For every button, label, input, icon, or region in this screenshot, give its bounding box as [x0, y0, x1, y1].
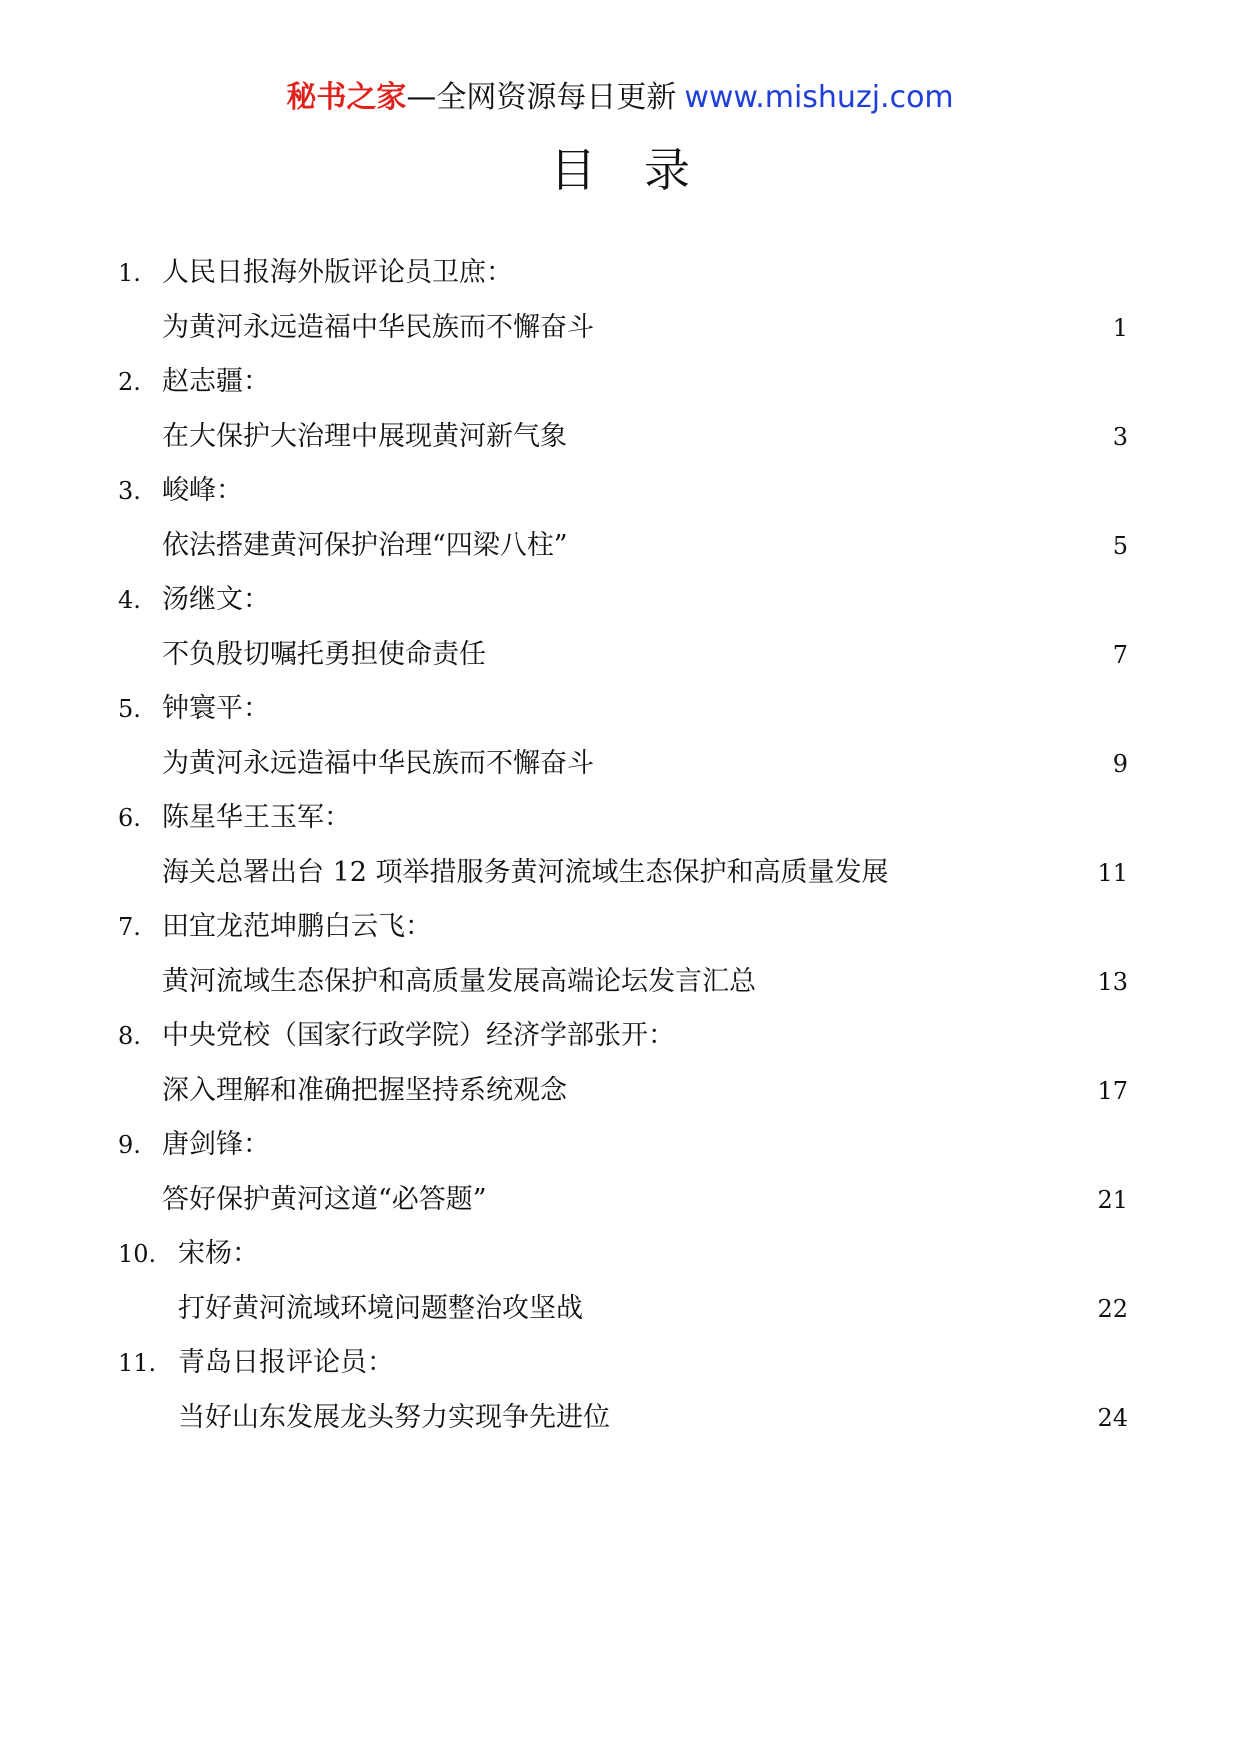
entry-number: 6.: [118, 804, 141, 832]
entry-article-title: 当好山东发展龙头努力实现争先进位: [178, 1401, 610, 1433]
entry-author: 人民日报海外版评论员卫庶：: [162, 257, 513, 288]
toc-entry[interactable]: [118, 464, 1128, 573]
toc-entry[interactable]: [118, 355, 1128, 464]
toc-entry[interactable]: [118, 246, 1128, 355]
toc-entry[interactable]: [118, 900, 1128, 1009]
title-char-2: 录: [644, 143, 690, 197]
entry-page-number: 7: [1112, 640, 1128, 669]
table-of-contents: [118, 246, 1128, 1445]
entry-number: 11.: [118, 1349, 157, 1377]
entry-author: 赵志疆：: [162, 366, 270, 397]
entry-article-title: 答好保护黄河这道“必答题”: [162, 1183, 487, 1215]
title-char-1: 目: [550, 143, 596, 197]
entry-number: 10.: [118, 1240, 157, 1268]
toc-entry[interactable]: [118, 1118, 1128, 1227]
entry-article-title: 在大保护大治理中展现黄河新气象: [162, 420, 567, 452]
entry-number: 2.: [118, 368, 141, 396]
entry-author: 钟寰平：: [162, 693, 270, 724]
entry-article-title: 黄河流域生态保护和高质量发展高端论坛发言汇总: [162, 965, 756, 997]
entry-author: 唐剑锋：: [162, 1129, 270, 1160]
entry-author: 陈星华王玉军：: [162, 802, 351, 833]
entry-page-number: 3: [1112, 422, 1128, 451]
entry-article-title: 为黄河永远造福中华民族而不懈奋斗: [162, 311, 594, 343]
entry-page-number: 1: [1112, 313, 1128, 342]
entry-number: 5.: [118, 695, 141, 723]
toc-entry[interactable]: [118, 1009, 1128, 1118]
entry-number: 7.: [118, 913, 141, 941]
entry-author: 中央党校（国家行政学院）经济学部张开：: [162, 1020, 675, 1051]
entry-article-title: 海关总署出台 12 项举措服务黄河流域生态保护和高质量发展: [162, 856, 889, 888]
entry-number: 9.: [118, 1131, 141, 1159]
entry-page-number: 9: [1112, 749, 1128, 778]
entry-article-title: 依法搭建黄河保护治理“四梁八柱”: [162, 529, 568, 561]
entry-page-number: 11: [1097, 858, 1128, 887]
toc-entry[interactable]: [118, 573, 1128, 682]
entry-page-number: 21: [1097, 1185, 1128, 1214]
entry-author: 峻峰：: [162, 475, 243, 506]
brand-name: 秘书之家: [286, 80, 407, 115]
toc-entry[interactable]: [118, 682, 1128, 791]
toc-entry[interactable]: [118, 1227, 1128, 1336]
banner-tagline: —全网资源每日更新: [406, 80, 677, 115]
site-banner: [0, 76, 1240, 120]
toc-entry[interactable]: [118, 791, 1128, 900]
entry-number: 1.: [118, 259, 141, 287]
entry-number: 4.: [118, 586, 141, 614]
entry-author: 汤继文：: [162, 584, 270, 615]
entry-page-number: 13: [1097, 967, 1128, 996]
entry-author: 宋杨：: [178, 1238, 259, 1269]
toc-entry[interactable]: [118, 1336, 1128, 1445]
page-title: [0, 138, 1240, 202]
entry-number: 8.: [118, 1022, 141, 1050]
entry-page-number: 5: [1112, 531, 1128, 560]
entry-page-number: 24: [1097, 1403, 1128, 1432]
entry-article-title: 不负殷切嘱托勇担使命责任: [162, 638, 486, 670]
entry-author: 青岛日报评论员：: [178, 1347, 394, 1378]
entry-author: 田宜龙范坤鹏白云飞：: [162, 911, 432, 942]
entry-page-number: 22: [1097, 1294, 1128, 1323]
entry-article-title: 深入理解和准确把握坚持系统观念: [162, 1074, 567, 1106]
entry-article-title: 打好黄河流域环境问题整治攻坚战: [178, 1292, 583, 1324]
entry-number: 3.: [118, 477, 141, 505]
entry-article-title: 为黄河永远造福中华民族而不懈奋斗: [162, 747, 594, 779]
site-url-link[interactable]: www.mishuzj.com: [684, 80, 954, 115]
entry-page-number: 17: [1097, 1076, 1128, 1105]
